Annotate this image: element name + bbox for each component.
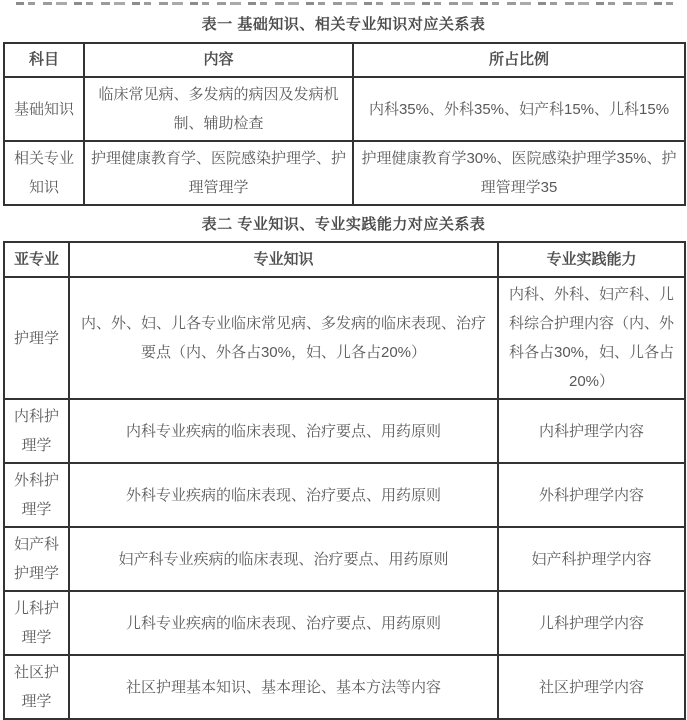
table2-header-practice: 专业实践能力 — [498, 242, 685, 277]
cell-knowledge: 内、外、妇、儿各专业临床常见病、多发病的临床表现、治疗要点（内、外各占30%，妇、儿各占20%） — [69, 277, 498, 399]
table2-header-knowledge: 专业知识 — [69, 242, 498, 277]
table1-header-content: 内容 — [84, 43, 353, 77]
cell-practice: 儿科护理学内容 — [498, 591, 685, 655]
cell-subject: 相关专业知识 — [4, 141, 84, 205]
table-row — [4, 399, 685, 463]
table-row — [4, 77, 685, 141]
cell-subspecialty: 社区护理学 — [4, 655, 69, 719]
cell-content: 护理健康教育学、医院感染护理学、护理管理学 — [84, 141, 353, 205]
cell-subspecialty: 外科护理学 — [4, 463, 69, 527]
cell-practice: 妇产科护理学内容 — [498, 527, 685, 591]
cell-knowledge: 外科专业疾病的临床表现、治疗要点、用药原则 — [69, 463, 498, 527]
clipped-text-top — [16, 1, 677, 6]
document-page — [0, 1, 687, 708]
cell-subject: 基础知识 — [4, 77, 84, 141]
cell-knowledge: 儿科专业疾病的临床表现、治疗要点、用药原则 — [69, 591, 498, 655]
cell-subspecialty: 儿科护理学 — [4, 591, 69, 655]
table-row — [4, 591, 685, 655]
cell-proportion: 护理健康教育学30%、医院感染护理学35%、护理管理学35 — [353, 141, 685, 205]
table-row — [4, 463, 685, 527]
cell-practice: 内科护理学内容 — [498, 399, 685, 463]
cell-practice: 内科、外科、妇产科、儿科综合护理内容（内、外科各占30%，妇、儿各占20%） — [498, 277, 685, 399]
table1-header-row — [4, 43, 685, 77]
cell-subspecialty: 妇产科护理学 — [4, 527, 69, 591]
table1-title: 表一 基础知识、相关专业知识对应关系表 — [201, 16, 486, 33]
cell-practice: 社区护理学内容 — [498, 655, 685, 719]
table2-specialty-knowledge — [3, 241, 686, 720]
table1-basic-knowledge — [3, 42, 686, 206]
cell-proportion: 内科35%、外科35%、妇产科15%、儿科15% — [353, 77, 685, 141]
cell-subspecialty: 护理学 — [4, 277, 69, 399]
table1-header-proportion: 所占比例 — [353, 43, 685, 77]
table2-header-row — [4, 242, 685, 277]
cell-subspecialty: 内科护理学 — [4, 399, 69, 463]
cell-knowledge: 内科专业疾病的临床表现、治疗要点、用药原则 — [69, 399, 498, 463]
table2-title: 表二 专业知识、专业实践能力对应关系表 — [201, 216, 486, 233]
table-row — [4, 277, 685, 399]
cell-knowledge: 社区护理基本知识、基本理论、基本方法等内容 — [69, 655, 498, 719]
table1-header-subject: 科目 — [4, 43, 84, 77]
table-row — [4, 141, 685, 205]
table-row — [4, 655, 685, 719]
table2-header-subspecialty: 亚专业 — [4, 242, 69, 277]
cell-content: 临床常见病、多发病的病因及发病机制、辅助检查 — [84, 77, 353, 141]
table-row — [4, 527, 685, 591]
cell-knowledge: 妇产科专业疾病的临床表现、治疗要点、用药原则 — [69, 527, 498, 591]
cell-practice: 外科护理学内容 — [498, 463, 685, 527]
